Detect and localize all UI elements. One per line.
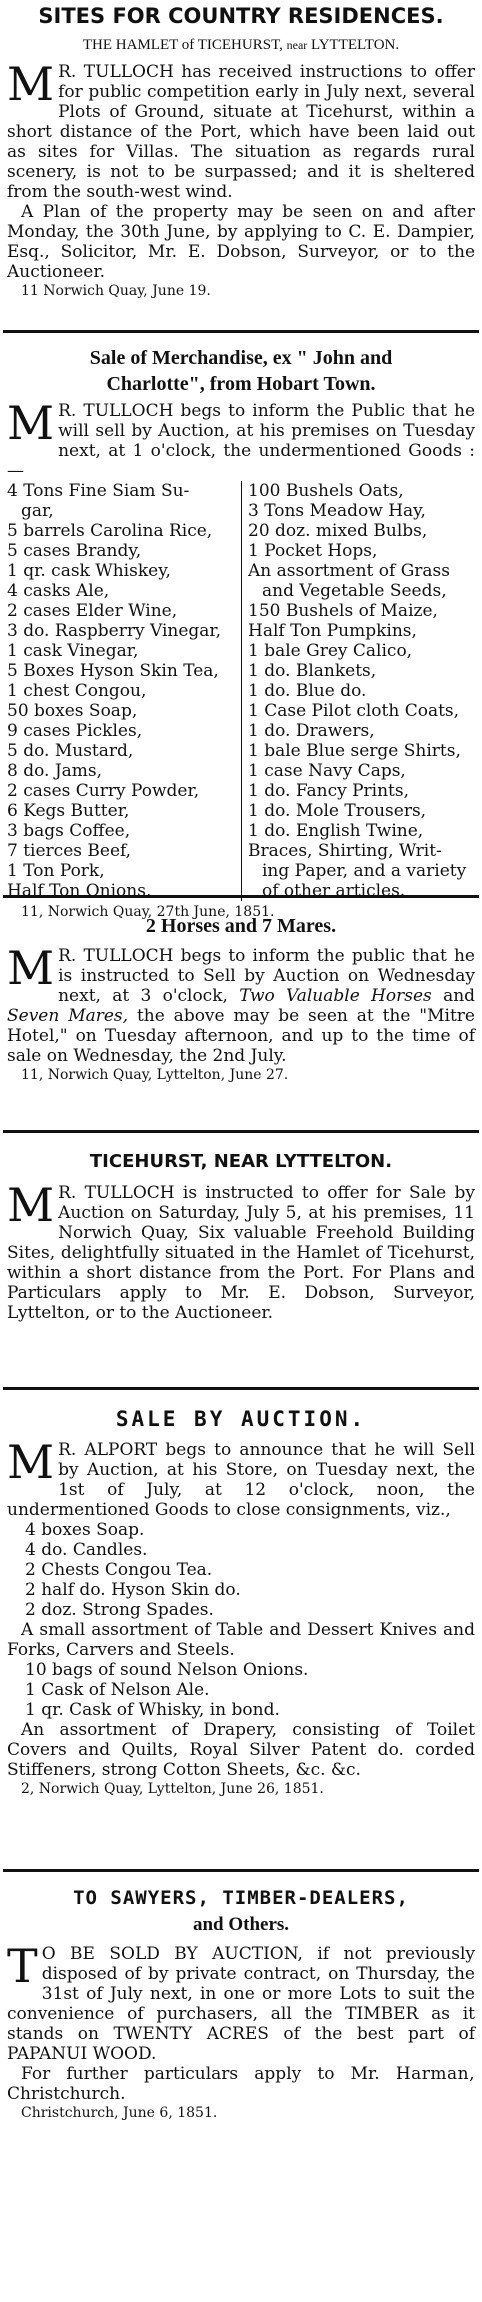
ad2-goods-right xyxy=(241,481,475,901)
ad-sawyers-timber xyxy=(7,1884,475,2122)
goods-item: and Vegetable Seeds, xyxy=(262,581,447,601)
goods-item: 4 casks Ale, xyxy=(7,581,110,601)
list-item: 4 do. Candles. xyxy=(25,1540,148,1560)
goods-item: 20 doz. mixed Bulbs, xyxy=(248,521,428,541)
goods-item: An assortment of Grass xyxy=(248,561,450,581)
goods-item: of other articles. xyxy=(262,881,406,901)
ad-ticehurst-sites xyxy=(7,1149,475,1387)
separator-rule xyxy=(3,1130,479,1133)
ad1-subtitle-a: THE HAMLET of TICEHURST, xyxy=(82,37,283,53)
goods-item: 1 Ton Pork, xyxy=(7,861,105,881)
ad6-p2b: Harman, xyxy=(395,2064,476,2084)
list-item: 2 half do. Hyson Skin do. xyxy=(25,1580,241,1600)
ad4-body xyxy=(7,1178,475,1323)
ad2-title-line1: Sale of Merchandise, ex " John and xyxy=(89,347,393,369)
ad3-dateline: 11, Norwich Quay, Lyttelton, June 27. xyxy=(21,1067,289,1083)
ad1-subtitle-c: LYTTELTON. xyxy=(311,37,400,53)
goods-item: 5 barrels Carolina Rice, xyxy=(7,521,213,541)
ad5-dateline: 2, Norwich Quay, Lyttelton, June 26, 1851. xyxy=(21,1781,324,1797)
list-item: 10 bags of sound Nelson Onions. xyxy=(25,1660,309,1680)
goods-item: 1 do. Mole Trousers, xyxy=(248,801,427,821)
ad6-dropcap: T xyxy=(7,1939,38,1993)
goods-item: 3 Tons Meadow Hay, xyxy=(248,501,426,521)
goods-item: 1 do. Fancy Prints, xyxy=(248,781,410,801)
ad3-p1d: Seven Mares, xyxy=(7,1006,129,1026)
ad6-p1: O BE SOLD BY AUCTION, if not previously disposed of by private contract, on Thursday, the 31st of July next, in one or more Lots to suit the convenience of purchasers, all the TIMBER as it stands on TWENTY ACRES of the best part of PAPANUI WOOD. xyxy=(7,1944,475,2064)
ad3-body xyxy=(7,941,476,1066)
goods-item: Half Ton Onions, xyxy=(7,881,152,901)
goods-item: 9 cases Pickles, xyxy=(7,721,143,741)
ad4-dropcap: M xyxy=(7,1178,55,1232)
ad1-body xyxy=(7,57,475,202)
ad3-p1c: and xyxy=(443,986,476,1006)
ad6-p2c: Christchurch. xyxy=(7,2084,126,2104)
goods-item: Braces, Shirting, Writ- xyxy=(248,841,442,861)
goods-item: 1 chest Congou, xyxy=(7,681,147,701)
ad3-p1a: R. TULLOCH begs to inform the public that he is instructed to Sell by Auction on Wednesday next, at 3 o'clock, xyxy=(58,946,475,1006)
ad4-p1: R. TULLOCH is instructed to offer for Sale by Auction on Saturday, July 5, at his premises, 11 Norwich Quay, Six valuable Freehold Building Sites, delightfully situated in the Hamlet of Ticehurst, within a short distance from the Port. For Plans and Particulars apply to Mr. E. Dobson, Surveyor, Lyttelton, or to the Auctioneer. xyxy=(7,1183,475,1323)
ad2-goods-columns xyxy=(7,481,475,901)
ad2-title-line2: Charlotte", from Hobart Town. xyxy=(106,373,376,395)
ad3-p1e: the above may be seen at the "Mitre Hotel," on Tuesday afternoon, and up to the time of sale on Wednesday, the 2nd July. xyxy=(7,1006,475,1066)
ad1-dateline: 11 Norwich Quay, June 19. xyxy=(21,283,211,299)
list-item: 1 Cask of Nelson Ale. xyxy=(25,1680,210,1700)
list-item: 2 doz. Strong Spades. xyxy=(25,1600,214,1620)
goods-item: 3 do. Raspberry Vinegar, xyxy=(7,621,222,641)
ad6-dateline: Christchurch, June 6, 1851. xyxy=(21,2105,218,2121)
ad4-title: TICEHURST, NEAR LYTTELTON. xyxy=(89,1151,393,1172)
separator-rule xyxy=(3,1387,479,1390)
goods-item: 1 qr. cask Whiskey, xyxy=(7,561,171,581)
goods-item: 4 Tons Fine Siam Su- xyxy=(7,481,190,501)
ad5-body xyxy=(7,1435,475,1520)
list-item: 4 boxes Soap. xyxy=(25,1520,145,1540)
goods-item: gar, xyxy=(21,501,54,521)
ad2-body xyxy=(7,396,475,481)
goods-item: 6 Kegs Butter, xyxy=(7,801,130,821)
ad1-subtitle xyxy=(7,34,475,56)
goods-item: 1 Case Pilot cloth Coats, xyxy=(248,701,460,721)
ad1-p2: A Plan of the property may be seen on and after Monday, the 30th June, by applying to C. E. Dampier, Esq., Solicitor, Mr. E. Dobson, Surveyor, or to the Auctioneer. xyxy=(7,202,475,282)
goods-item: 50 boxes Soap, xyxy=(7,701,138,721)
ad-sale-by-auction xyxy=(7,1404,475,1869)
goods-item: 5 do. Mustard, xyxy=(7,741,134,761)
goods-item: 8 do. Jams, xyxy=(7,761,103,781)
separator-rule xyxy=(3,330,479,333)
ad-merchandise-sale xyxy=(7,345,475,920)
ad1-dropcap: M xyxy=(7,57,55,111)
goods-item: 7 tierces Beef, xyxy=(7,841,132,861)
ad5-p1: R. ALPORT begs to announce that he will Sell by Auction, at his Store, on Tuesday next, the 1st of July, at 12 o'clock, noon, the undermentioned Goods to close consignments, viz., xyxy=(7,1440,475,1520)
ad-country-residences xyxy=(7,0,475,330)
ad6-p2a: For further particulars apply to Mr. xyxy=(21,2064,380,2084)
goods-item: 1 Pocket Hops, xyxy=(248,541,378,561)
ad6-p2 xyxy=(7,2064,475,2104)
ad2-goods-left xyxy=(7,481,241,901)
goods-item: 1 case Navy Caps, xyxy=(248,761,406,781)
goods-item: ing Paper, and a variety xyxy=(262,861,467,881)
goods-item: 3 bags Coffee, xyxy=(7,821,131,841)
ad5-p3: An assortment of Drapery, consisting of Toilet Covers and Quilts, Royal Silver Patent do. corded Stiffeners, strong Cotton Sheets, &c. &c. xyxy=(7,1720,475,1780)
goods-item: 1 do. Drawers, xyxy=(248,721,375,741)
goods-item: 2 cases Curry Powder, xyxy=(7,781,200,801)
goods-item: 1 cask Vinegar, xyxy=(7,641,139,661)
separator-rule xyxy=(3,1869,479,1872)
ad1-title: SITES FOR COUNTRY RESIDENCES. xyxy=(38,4,444,28)
ad-horses-mares xyxy=(7,912,475,1130)
ad5-dropcap: M xyxy=(7,1435,55,1489)
ad1-subtitle-b: near xyxy=(286,38,308,52)
goods-item: 5 Boxes Hyson Skin Tea, xyxy=(7,661,219,681)
ad5-items-2 xyxy=(7,1660,475,1720)
ad6-title-line2: and Others. xyxy=(192,1914,290,1935)
goods-item: 2 cases Elder Wine, xyxy=(7,601,178,621)
goods-item: 1 bale Grey Calico, xyxy=(248,641,413,661)
goods-item: 5 cases Brandy, xyxy=(7,541,142,561)
goods-item: 150 Bushels of Maize, xyxy=(248,601,438,621)
goods-item: Half Ton Pumpkins, xyxy=(248,621,417,641)
list-item: 2 Chests Congou Tea. xyxy=(25,1560,213,1580)
ad3-p1b: Two Valuable Horses xyxy=(239,986,432,1006)
ad2-dateline: 11, Norwich Quay, 27th June, 1851. xyxy=(21,904,275,920)
ad5-p2: A small assortment of Table and Dessert Knives and Forks, Carvers and Steels. xyxy=(7,1620,475,1660)
ad6-title-line1: TO SAWYERS, TIMBER-DEALERS, xyxy=(73,1887,409,1909)
goods-item: 1 do. Blue do. xyxy=(248,681,367,701)
list-item: 1 qr. Cask of Whisky, in bond. xyxy=(25,1700,280,1720)
ad5-title: SALE BY AUCTION. xyxy=(115,1407,367,1431)
ad5-items xyxy=(7,1520,475,1620)
ad2-p1: R. TULLOCH begs to inform the Public that he will sell by Auction, at his premises on Tuesday next, at 1 o'clock, the undermentioned Goods :— xyxy=(7,401,475,481)
goods-item: 1 do. English Twine, xyxy=(248,821,424,841)
ad3-dropcap: M xyxy=(7,941,55,995)
goods-item: 1 do. Blankets, xyxy=(248,661,377,681)
goods-item: 100 Bushels Oats, xyxy=(248,481,404,501)
goods-item: 1 bale Blue serge Shirts, xyxy=(248,741,461,761)
ad6-body xyxy=(7,1939,475,2064)
ad1-p1: R. TULLOCH has received instructions to offer for public competition early in July next, several Plots of Ground, situate at Ticehurst, within a short distance of the Port, which have been laid out as sites for Villas. The situation as regards rural scenery, is not to be surpassed; and it is sheltered from the south-west wind. xyxy=(7,62,475,202)
ad3-title: 2 Horses and 7 Mares. xyxy=(145,915,337,937)
ad2-dropcap: M xyxy=(7,396,55,450)
